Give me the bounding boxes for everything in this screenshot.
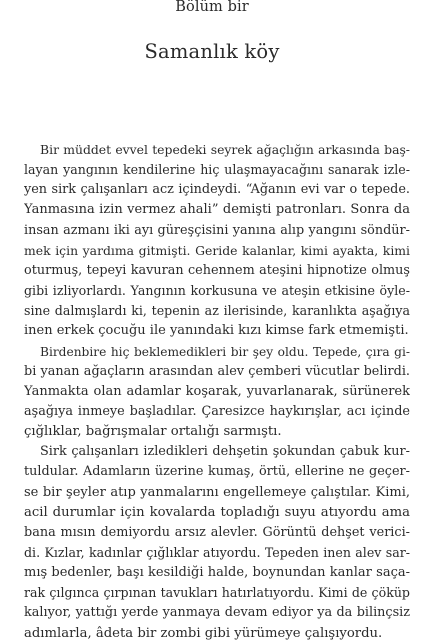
text-line: se bir şeyler atıp yanmalarını engellemeye çalıştılar. Kimi, <box>24 484 410 500</box>
text-line: oturmuş, tepeyi kavuran cehennem ateşini hipnotize olmuş <box>24 262 410 278</box>
text-line: inen erkek çocuğu ile yanındaki kızı kimse fark etmemişti. <box>24 323 409 339</box>
text-line: Yanmakta olan adamlar koşarak, yuvarlanarak, sürünerek <box>24 383 410 399</box>
text-line: Yanmasına izin vermez ahali” demişti patronları. Sonra da <box>24 202 410 218</box>
text-line: adımlarla, âdeta bir zombi gibi yürümeye çalışıyordu. <box>24 625 383 641</box>
text-line: Birdenbire hiç beklemedikleri bir şey oldu. Tepede, çıra gi- <box>40 344 410 359</box>
chapter-label: Bölüm bir <box>175 0 249 15</box>
text-line: Sirk çalışanları izledikleri dehşetin şokundan çabuk kur- <box>40 444 410 460</box>
text-line: insan azmanı iki ayı güreşçisini yanına alıp yangını söndür- <box>24 222 410 238</box>
text-line: mek için yardıma gitmişti. Geride kalanlar, kimi ayakta, kimi <box>24 242 410 258</box>
chapter-title: Samanlık köy <box>144 40 280 63</box>
text-line: kalıyor, yattığı yerde yanmaya devam ediyor ya da bilinçsiz <box>24 605 410 621</box>
text-line: sine dalmışlardı ki, tepenin az ilerisinde, karanlıkta aşağıya <box>24 303 410 319</box>
text-line: di. Kızlar, kadınlar çığlıklar atıyordu. Tepeden inen alev sar- <box>24 545 410 560</box>
text-line: aşağıya inmeye başladılar. Çaresizce haykırışlar, acı içinde <box>24 403 410 419</box>
text-line: rak çılgınca çırpınan tavukları hatırlatıyordu. Kimi de çöküp <box>24 585 410 601</box>
text-line: layan yangının kendilerine hiç ulaşmayacağını sanarak izle- <box>24 162 410 178</box>
text-line: acil durumlar için kovalarda topladığı suyu atıyordu ama <box>24 504 410 520</box>
text-line: bana mısın demiyordu arsız alevler. Görüntü dehşet verici- <box>24 524 410 540</box>
text-line: bi yanan ağaçların arasından alev çemberi vücutlar belirdi. <box>24 363 410 379</box>
text-line: tuldular. Adamların üzerine kumaş, örtü, ellerine ne geçer- <box>24 464 410 480</box>
text-line: Bir müddet evvel tepedeki seyrek ağaçlığın arkasında baş- <box>40 142 410 157</box>
text-line: gibi izliyorlardı. Yangının korkusuna ve ateşin etkisine öyle- <box>24 283 410 299</box>
text-line: yen sirk çalışanları acz içindeydi. “Ağanın evi var o tepede. <box>24 182 410 198</box>
text-line: çığlıklar, bağrışmalar ortalığı sarmıştı. <box>24 424 282 440</box>
text-line: mış bedenler, başı kesildiği halde, boynundan kanlar saça- <box>24 565 410 581</box>
